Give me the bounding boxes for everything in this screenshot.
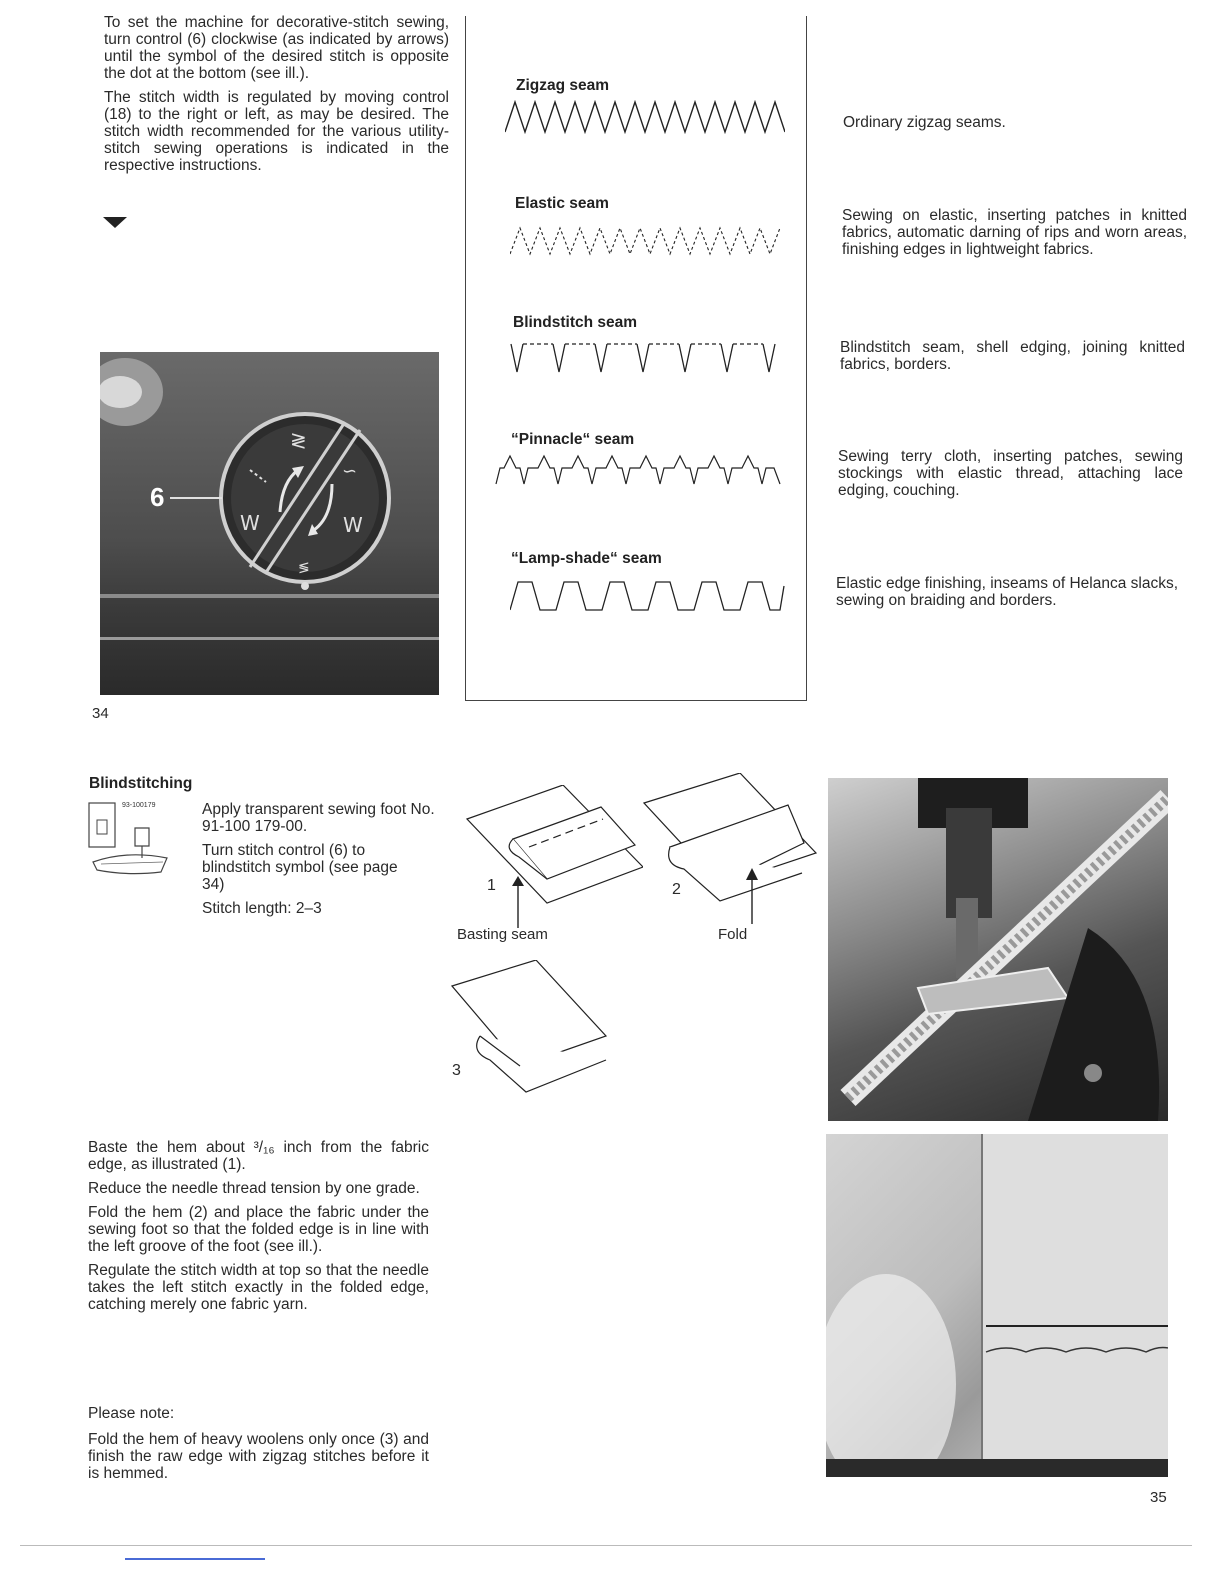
seam-description-zigzag: Ordinary zigzag seams.: [843, 114, 1006, 131]
svg-text:W: W: [343, 513, 363, 537]
note-heading: Please note:: [88, 1405, 175, 1422]
seam-title-blindstitch: Blindstitch seam: [513, 314, 638, 331]
step-paragraph: Regulate the stitch width at top so that the needle takes the left stitch exactly in the folded edge, catching merely one fabric yarn.: [88, 1262, 429, 1313]
triangle-down-icon: [103, 217, 127, 229]
page-bottom-accent: [125, 1558, 265, 1560]
blindstitch-pattern: [509, 340, 785, 374]
seam-title-pinnacle: “Pinnacle“ seam: [511, 431, 635, 448]
instruction-stitch-length: Stitch length: 2–3: [202, 900, 322, 917]
intro-text: [104, 14, 449, 181]
stitch-control-dial-photo: [100, 352, 439, 695]
blindstitching-heading: Blindstitching: [89, 775, 193, 792]
seam-description-blindstitch: Blindstitch seam, shell edging, joining knitted fabrics, borders.: [840, 339, 1185, 373]
step-paragraph: Baste the hem about ³/₁₆ inch from the fabric edge, as illustrated (1).: [88, 1139, 429, 1173]
sewing-machine-photo: [828, 778, 1168, 1121]
seam-description-lampshade: Elastic edge finishing, inseams of Helanca slacks, sewing on braiding and borders.: [836, 575, 1179, 609]
blindstitch-instructions: [202, 801, 442, 924]
instruction-foot: Apply transparent sewing foot No. 91-100 179-00.: [202, 801, 435, 835]
hem-diagram-3: [450, 960, 620, 1100]
hem-diagram-2: [640, 773, 820, 903]
diagram-label-step1: 1: [487, 877, 496, 894]
page-number-34: 34: [92, 705, 109, 722]
basting-seam-label: Basting seam: [457, 926, 548, 943]
page-number-35: 35: [1150, 1489, 1167, 1506]
pinnacle-stitch-pattern: [494, 454, 784, 488]
diagram-label-step3: 3: [452, 1062, 461, 1079]
arrow-up-icon: [510, 876, 526, 928]
zigzag-stitch-pattern: [505, 100, 785, 134]
fold-label: Fold: [718, 926, 748, 943]
dial-label: 6: [150, 482, 165, 512]
step-paragraph: Fold the hem (2) and place the fabric under the sewing foot so that the folded edge is in line with the left groove of the foot (see ill.).: [88, 1204, 429, 1255]
note-text: Fold the hem of heavy woolens only once (3) and finish the raw edge with zigzag stitches before it is hemmed.: [88, 1431, 429, 1482]
seam-description-pinnacle: Sewing terry cloth, inserting patches, sewing stockings with elastic thread, attaching lace edging, couching.: [838, 448, 1183, 499]
blindstitch-result-photo: [826, 1134, 1168, 1477]
step-paragraph: Reduce the needle thread tension by one grade.: [88, 1180, 420, 1197]
svg-text:∽: ∽: [342, 461, 358, 482]
dial-illustration: [100, 352, 439, 695]
diagram-label-step2: 2: [672, 881, 681, 898]
page-bottom-rule: [20, 1545, 1192, 1546]
elastic-stitch-pattern: [510, 226, 782, 256]
intro-paragraph: The stitch width is regulated by moving control (18) to the right or left, as may be desired. The stitch width recommended for the various utility-stitch sewing operations is indicated in the respective instructions.: [104, 89, 449, 174]
svg-text:≶: ≶: [298, 560, 310, 576]
arrow-up-icon: [744, 868, 760, 924]
seam-description-elastic: Sewing on elastic, inserting patches in knitted fabrics, automatic darning of rips and worn areas, finishing edges in lightweight fabrics.: [842, 207, 1187, 258]
blindstitch-steps: [88, 1139, 429, 1320]
seam-title-lampshade: “Lamp-shade“ seam: [511, 550, 662, 567]
foot-part-number: 93-100179: [122, 802, 156, 809]
svg-text:≷: ≷: [290, 428, 307, 452]
sewing-foot-icon: [87, 800, 177, 878]
seam-title-zigzag: Zigzag seam: [516, 77, 610, 94]
seam-title-elastic: Elastic seam: [515, 195, 609, 212]
instruction-control: Turn stitch control (6) to blindstitch symbol (see page 34): [202, 842, 398, 893]
intro-paragraph: To set the machine for decorative-stitch sewing, turn control (6) clockwise (as indicated by arrows) until the symbol of the desired stitch is opposite the dot at the bottom (see ill.).: [104, 14, 449, 82]
lampshade-stitch-pattern: [510, 578, 785, 612]
svg-text:W: W: [240, 511, 260, 535]
